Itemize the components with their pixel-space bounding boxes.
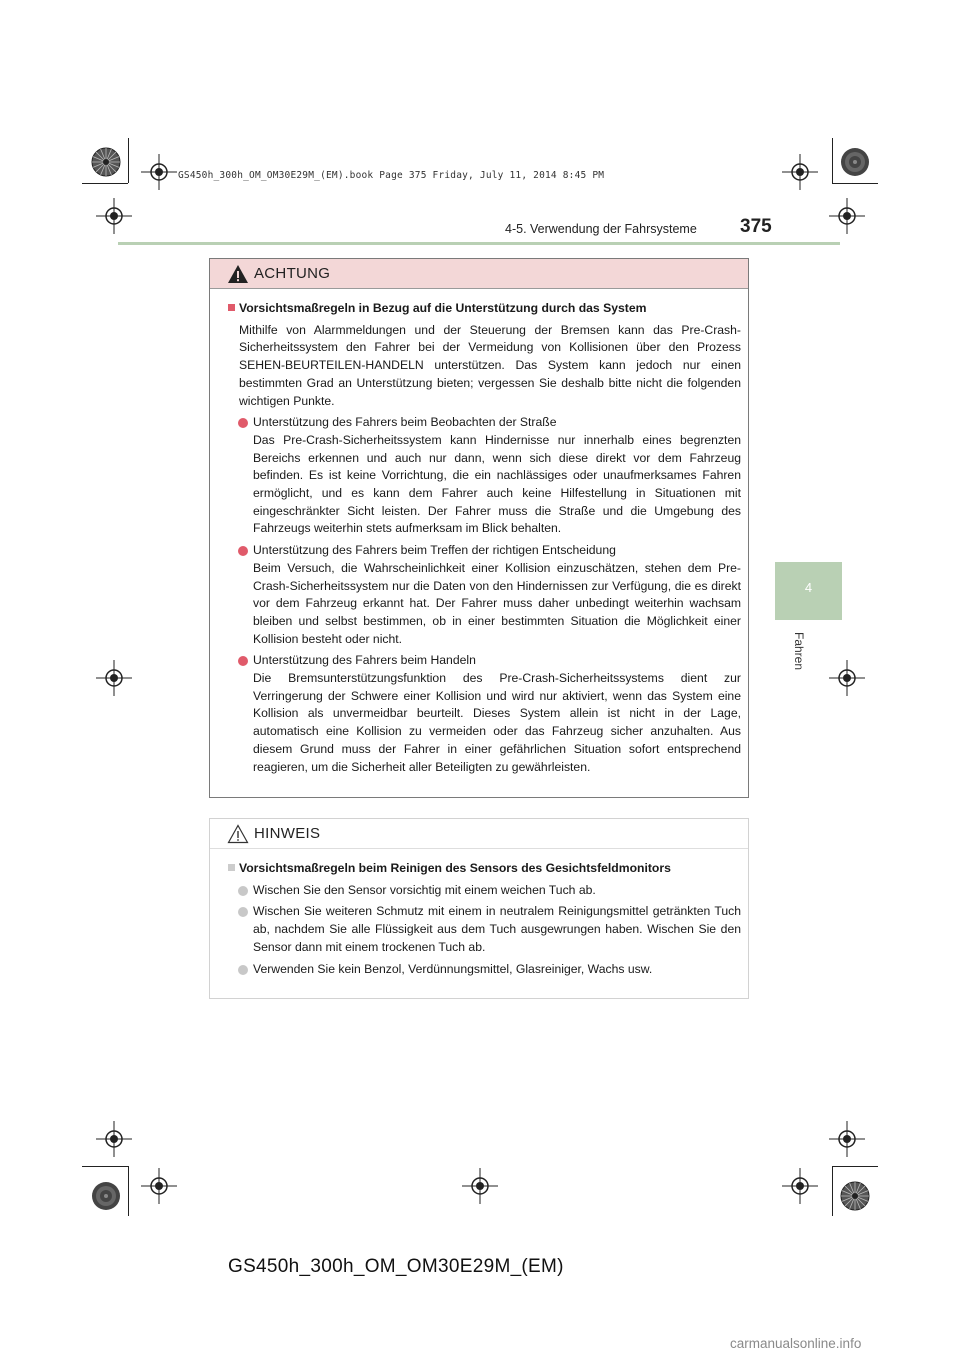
item-text: Verwenden Sie kein Benzol, Verdünnungsmittel, Glasreiniger, Wachs usw. (253, 961, 653, 976)
bullet-dot-icon (238, 907, 248, 917)
section-title: 4-5. Verwendung der Fahrsysteme (505, 222, 697, 236)
crosshair-icon (829, 660, 865, 696)
crosshair-icon (96, 198, 132, 234)
crosshair-icon (141, 1168, 177, 1204)
crop-line (832, 183, 878, 184)
crosshair-icon (782, 154, 818, 190)
crop-line (128, 138, 129, 183)
crosshair-icon (829, 198, 865, 234)
crop-line (832, 1166, 833, 1216)
list-item (228, 652, 741, 776)
notice-title: HINWEIS (254, 825, 321, 842)
registration-disc-icon (91, 147, 121, 177)
book-info: GS450h_300h_OM_OM30E29M_(EM).book Page 375 Friday, July 11, 2014 8:45 PM (178, 170, 605, 181)
caution-intro: Mithilfe von Alarmmeldungen und der Steuerung der Bremsen kann das Pre-Crash-Sicherheitssystem den Fahrer bei der Vermeidung von Kollisionen über den Prozess SEHEN-BEURTEILEN-HANDELN unterstützen. Das System kann jedoch nur einen bestimmten Grad an Unterstützung bieten; vergessen Sie deshalb bitte nicht die folgenden wichtigen Punkte. (239, 322, 741, 408)
notice-body (210, 849, 748, 978)
bullet-dot-icon (238, 965, 248, 975)
header-rule (118, 242, 840, 245)
chapter-label: Fahren (792, 632, 806, 671)
item-title: Unterstützung des Fahrers beim Beobachten der Straße (253, 415, 557, 430)
registration-disc-icon (91, 1181, 121, 1211)
item-title: Unterstützung des Fahrers beim Handeln (253, 653, 476, 668)
item-text: Die Bremsunterstützungsfunktion des Pre-Crash-Sicherheitssystems dient zur Verringerung der Schwere einer Kollision und wird nur aktiviert, wenn das System eine Kollision als unvermeidbar beurteilt. Dieses System allein ist nicht in der Lage, automatisch eine Kollision zu vermeiden oder das Fahrzeug sicher anzuhalten. Aus diesem Grund muss der Fahrer in einer gefährlichen Situation sofort entsprechend reagieren, um die Sicherheit aller Beteiligten zu gewährleisten. (253, 671, 741, 774)
crop-line (832, 138, 833, 183)
crosshair-icon (141, 154, 177, 190)
list-item (228, 882, 741, 900)
caution-title: ACHTUNG (254, 265, 331, 282)
crop-line (128, 1166, 129, 1216)
notice-box (209, 818, 749, 999)
document-code: GS450h_300h_OM_OM30E29M_(EM) (228, 1256, 564, 1277)
list-item (228, 903, 741, 956)
caution-body (210, 289, 748, 776)
square-bullet-icon (228, 304, 235, 311)
crop-line (82, 183, 128, 184)
notice-heading: Vorsichtsmaßregeln beim Reinigen des Sensors des Gesichtsfeldmonitors (228, 860, 741, 878)
item-text: Das Pre-Crash-Sicherheitssystem kann Hindernisse nur innerhalb eines begrenzten Bereichs erkennen und auch nur dann, wenn sich diese direkt vor dem Fahrzeug befinden. Es ist keine Vorrichtung, die ein nachlässiges oder unaufmerksames Fahren ermöglicht, und es kann dem Fahrer auch keine Hilfestellung in Situationen mit eingeschränkter Sicht leisten. Der Fahrer muss die Straße und die Umgebung des Fahrzeugs weiterhin stets aufmerksam im Blick behalten. (253, 432, 741, 536)
crop-line (82, 1166, 128, 1167)
square-bullet-icon (228, 864, 235, 871)
bullet-dot-icon (238, 418, 248, 428)
watermark-text: carmanualsonline.info (730, 1336, 862, 1351)
bullet-dot-icon (238, 546, 248, 556)
list-item (228, 961, 741, 979)
warning-triangle-icon (227, 264, 249, 284)
bullet-dot-icon (238, 656, 248, 666)
item-text: Beim Versuch, die Wahrscheinlichkeit einer Kollision einzuschätzen, stehen dem Pre-Crash-Sicherheitssystem nur die Daten von den Hindernissen zur Verfügung, die es direkt vor dem Fahrzeug erkannt hat. Der Fahrer muss daher unbedingt weiterhin wachsam bleiben und selbst bestimmen, ob in einer bestimmten Situation die Möglichkeit einer Kollision besteht oder nicht. (253, 560, 741, 646)
crosshair-icon (96, 660, 132, 696)
registration-disc-icon (840, 147, 870, 177)
notice-header (210, 819, 748, 849)
crosshair-icon (96, 1121, 132, 1157)
list-item (228, 414, 741, 538)
crosshair-icon (462, 1168, 498, 1204)
item-text: Wischen Sie weiteren Schmutz mit einem in neutralem Reinigungsmittel getränkten Tuch ab, nachdem Sie alle Flüssigkeit aus dem Tuch ausgewrungen haben. Wischen Sie den Sensor dann mit einem trockenen Tuch ab. (253, 904, 741, 954)
warning-triangle-outline-icon (227, 824, 249, 844)
caution-header (210, 259, 748, 289)
page-number: 375 (740, 216, 772, 237)
crosshair-icon (829, 1121, 865, 1157)
item-text: Wischen Sie den Sensor vorsichtig mit einem weichen Tuch ab. (253, 882, 596, 897)
list-item (228, 542, 741, 648)
crosshair-icon (782, 1168, 818, 1204)
registration-disc-icon (840, 1181, 870, 1211)
item-title: Unterstützung des Fahrers beim Treffen der richtigen Entscheidung (253, 543, 616, 558)
caution-heading: Vorsichtsmaßregeln in Bezug auf die Unterstützung durch das System (228, 300, 741, 318)
crop-line (832, 1166, 878, 1167)
caution-box (209, 258, 749, 798)
chapter-tab: 4 (775, 562, 842, 620)
bullet-dot-icon (238, 886, 248, 896)
